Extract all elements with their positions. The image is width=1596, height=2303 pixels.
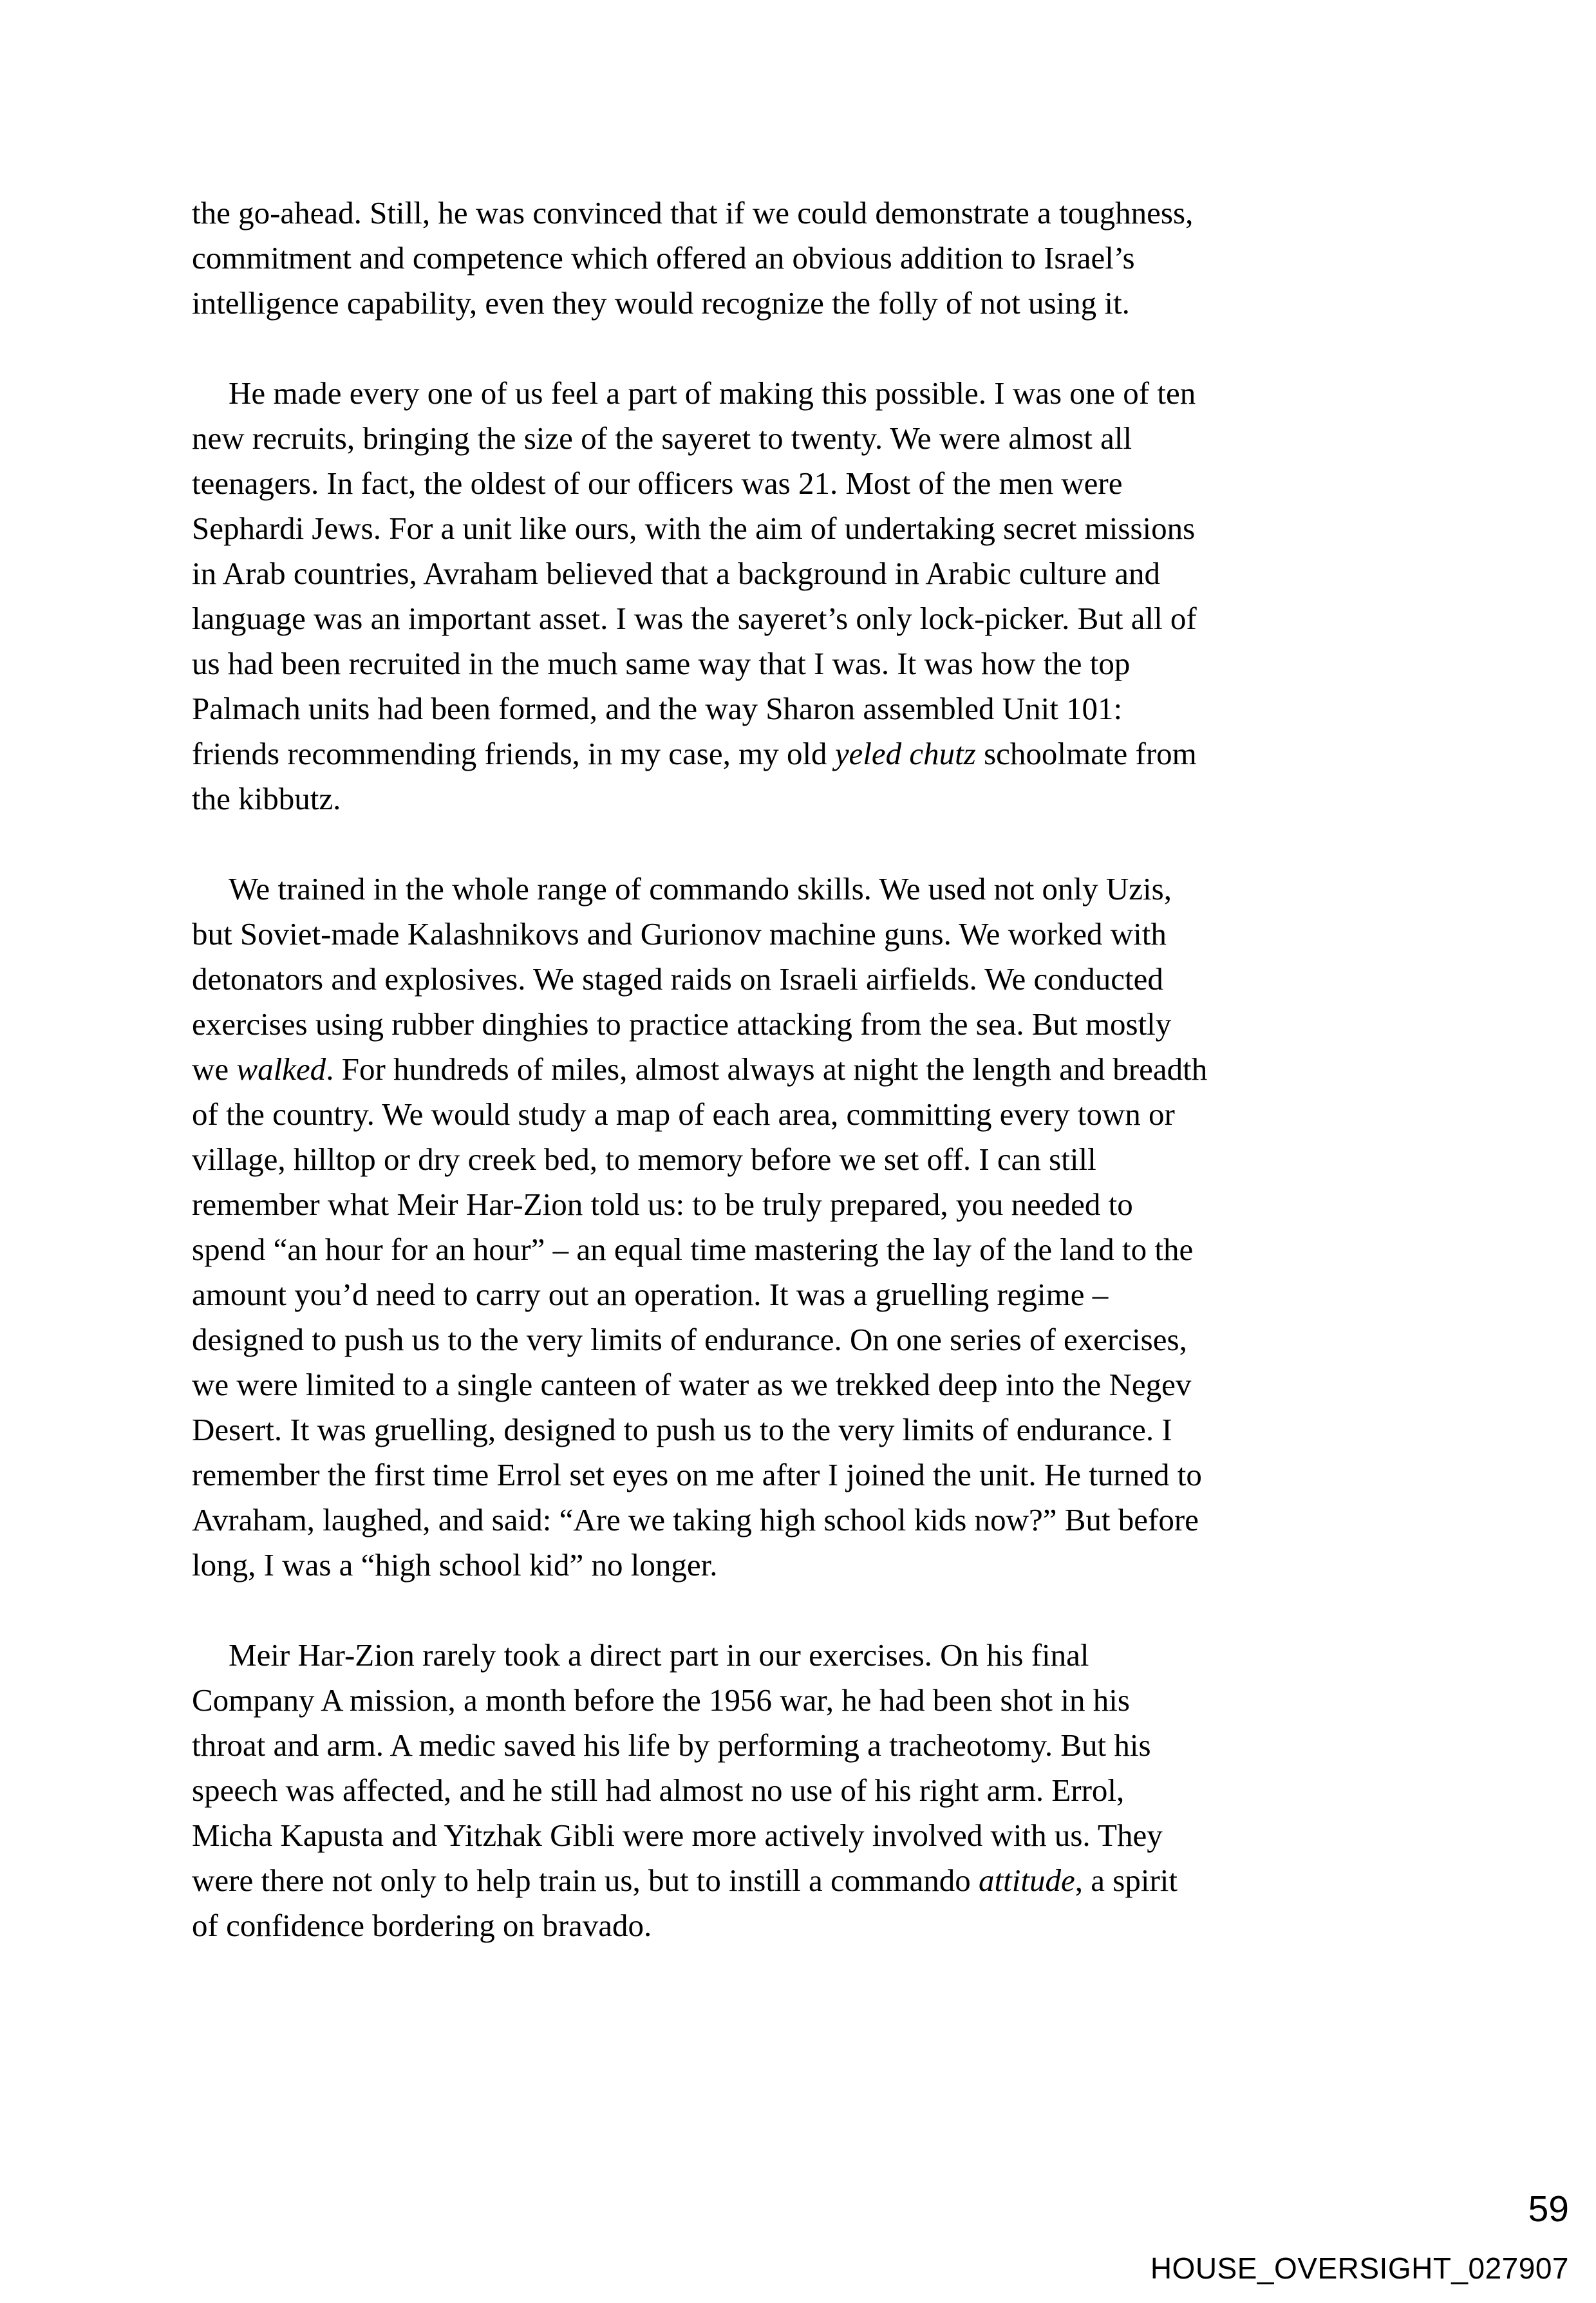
text-line: the kibbutz. bbox=[192, 781, 341, 816]
text-line: intelligence capability, even they would recognize the folly of not using it. bbox=[192, 285, 1130, 321]
text-line: were there not only to help train us, but to instill a commando attitude, a spirit bbox=[192, 1863, 1178, 1898]
body-text bbox=[192, 191, 1454, 1948]
bates-stamp: HOUSE_OVERSIGHT_027907 bbox=[1150, 2251, 1569, 2285]
text-line: commitment and competence which offered an obvious addition to Israel’s bbox=[192, 240, 1135, 276]
text-line: Palmach units had been formed, and the way Sharon assembled Unit 101: bbox=[192, 691, 1123, 726]
text-line: Avraham, laughed, and said: “Are we taking high school kids now?” But before bbox=[192, 1502, 1199, 1537]
text-line: but Soviet-made Kalashnikovs and Gurionov machine guns. We worked with bbox=[192, 916, 1167, 952]
text-line: long, I was a “high school kid” no longer. bbox=[192, 1547, 718, 1583]
text-line: we walked. For hundreds of miles, almost always at night the length and breadth bbox=[192, 1051, 1208, 1087]
paragraph bbox=[192, 1633, 1454, 1948]
paragraph bbox=[192, 371, 1454, 822]
paragraph bbox=[192, 867, 1454, 1588]
text-line: Meir Har-Zion rarely took a direct part in our exercises. On his final bbox=[229, 1637, 1089, 1673]
text-line: we were limited to a single canteen of water as we trekked deep into the Negev bbox=[192, 1367, 1192, 1402]
text-line: detonators and explosives. We staged raids on Israeli airfields. We conducted bbox=[192, 961, 1163, 997]
paragraph bbox=[192, 191, 1454, 326]
text-line: Desert. It was gruelling, designed to push us to the very limits of endurance. I bbox=[192, 1412, 1172, 1447]
text-line: We trained in the whole range of commando skills. We used not only Uzis, bbox=[229, 871, 1172, 907]
text-line: the go-ahead. Still, he was convinced that if we could demonstrate a toughness, bbox=[192, 195, 1194, 230]
text-line: teenagers. In fact, the oldest of our officers was 21. Most of the men were bbox=[192, 465, 1123, 501]
text-line: Sephardi Jews. For a unit like ours, with the aim of undertaking secret missions bbox=[192, 511, 1196, 546]
text-line: Micha Kapusta and Yitzhak Gibli were more actively involved with us. They bbox=[192, 1818, 1163, 1853]
text-line: friends recommending friends, in my case, my old yeled chutz schoolmate from bbox=[192, 736, 1197, 771]
text-line: exercises using rubber dinghies to practice attacking from the sea. But mostly bbox=[192, 1006, 1172, 1042]
text-line: village, hilltop or dry creek bed, to memory before we set off. I can still bbox=[192, 1142, 1096, 1177]
text-line: remember what Meir Har-Zion told us: to be truly prepared, you needed to bbox=[192, 1187, 1133, 1222]
page-number: 59 bbox=[1528, 2188, 1569, 2230]
text-line: throat and arm. A medic saved his life by performing a tracheotomy. But his bbox=[192, 1727, 1151, 1763]
text-line: speech was affected, and he still had almost no use of his right arm. Errol, bbox=[192, 1772, 1125, 1808]
text-line: spend “an hour for an hour” – an equal time mastering the lay of the land to the bbox=[192, 1232, 1194, 1267]
text-line: us had been recruited in the much same way that I was. It was how the top bbox=[192, 646, 1131, 681]
text-line: designed to push us to the very limits of endurance. On one series of exercises, bbox=[192, 1322, 1187, 1357]
text-line: new recruits, bringing the size of the sayeret to twenty. We were almost all bbox=[192, 420, 1132, 456]
text-line: amount you’d need to carry out an operation. It was a gruelling regime – bbox=[192, 1277, 1109, 1312]
text-line: He made every one of us feel a part of making this possible. I was one of ten bbox=[229, 375, 1196, 411]
text-line: remember the first time Errol set eyes on me after I joined the unit. He turned to bbox=[192, 1457, 1202, 1492]
text-line: language was an important asset. I was the sayeret’s only lock-picker. But all of bbox=[192, 601, 1197, 636]
text-line: Company A mission, a month before the 1956 war, he had been shot in his bbox=[192, 1682, 1130, 1718]
text-line: of the country. We would study a map of each area, committing every town or bbox=[192, 1096, 1175, 1132]
text-line: in Arab countries, Avraham believed that a background in Arabic culture and bbox=[192, 556, 1160, 591]
text-line: of confidence bordering on bravado. bbox=[192, 1908, 652, 1943]
